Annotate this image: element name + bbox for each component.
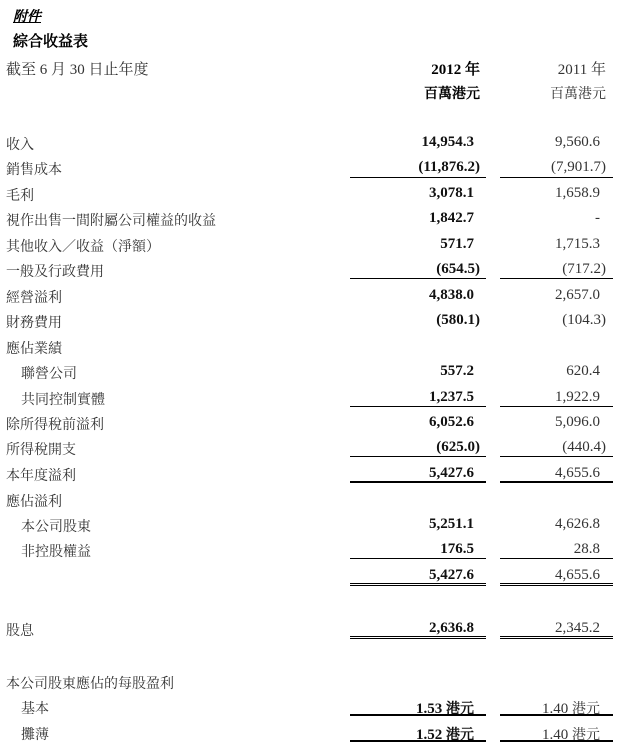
row-label: 本年度溢利 — [6, 468, 76, 484]
table-row-gross-profit — [0, 183, 631, 205]
table-row-finance-costs — [0, 310, 631, 332]
subtotal-rule — [350, 406, 486, 407]
subtotal-rule — [350, 558, 486, 559]
value-2012: (580.1) — [436, 312, 480, 328]
value-2011: 4,655.6 — [555, 465, 600, 481]
table-row-eps-heading — [0, 671, 631, 693]
subtotal-rule — [500, 406, 613, 407]
row-label: 攤薄 — [21, 727, 49, 743]
subtotal-rule — [500, 558, 613, 559]
row-label: 財務費用 — [6, 315, 62, 331]
subtotal-rule — [500, 456, 613, 457]
row-label: 聯營公司 — [21, 366, 77, 382]
value-2012: 5,427.6 — [429, 567, 474, 583]
double-total-rule — [350, 636, 486, 639]
table-row-profit-attributable — [0, 489, 631, 511]
statement-title: 綜合收益表 — [13, 32, 89, 50]
table-row-other-income — [0, 234, 631, 256]
value-2012: 1.53 港元 — [416, 701, 474, 717]
period-label: 截至 6 月 30 日止年度 — [6, 62, 149, 78]
row-label: 收入 — [6, 137, 34, 153]
row-label: 應佔溢利 — [6, 494, 62, 510]
value-2011: (104.3) — [562, 312, 606, 328]
subtotal-rule — [350, 278, 486, 279]
value-2012: 5,251.1 — [429, 516, 474, 532]
value-2012: 14,954.3 — [421, 134, 474, 150]
value-2011: 2,657.0 — [555, 287, 600, 303]
table-row-operating-profit — [0, 285, 631, 307]
value-2012: 1.52 港元 — [416, 727, 474, 743]
value-2012: 571.7 — [440, 236, 474, 252]
column-year-2011: 2011 年 — [557, 62, 606, 78]
value-2011: 2,345.2 — [555, 620, 600, 636]
total-rule — [500, 481, 613, 483]
column-unit-2011: 百萬港元 — [550, 86, 606, 102]
total-rule — [500, 740, 613, 742]
value-2012: 5,427.6 — [429, 465, 474, 481]
row-label: 共同控制實體 — [21, 392, 105, 408]
value-2012: 3,078.1 — [429, 185, 474, 201]
value-2011: 1,658.9 — [555, 185, 600, 201]
row-label: 毛利 — [6, 188, 34, 204]
value-2012: 1,237.5 — [429, 389, 474, 405]
value-2011: (440.4) — [562, 439, 606, 455]
subtotal-rule — [500, 177, 613, 178]
total-rule — [350, 740, 486, 742]
row-label: 本公司股東 — [21, 519, 91, 535]
row-label: 經營溢利 — [6, 290, 62, 306]
value-2011: 1.40 港元 — [542, 701, 600, 717]
value-2011: 1,715.3 — [555, 236, 600, 252]
row-label: 本公司股東應佔的每股盈利 — [6, 676, 174, 692]
value-2012: 557.2 — [440, 363, 474, 379]
row-label: 應佔業績 — [6, 341, 62, 357]
total-rule — [350, 481, 486, 483]
value-2012: 4,838.0 — [429, 287, 474, 303]
value-2011: - — [595, 210, 600, 226]
attachment-label: 附件 — [13, 9, 41, 25]
double-total-rule — [500, 583, 613, 586]
column-year-2012: 2012 年 — [431, 62, 480, 78]
double-total-rule — [500, 636, 613, 639]
total-rule — [350, 714, 486, 716]
row-label: 非控股權益 — [21, 544, 91, 560]
subtotal-rule — [500, 278, 613, 279]
table-row-shareholders — [0, 514, 631, 536]
value-2011: 620.4 — [566, 363, 600, 379]
row-label: 一般及行政費用 — [6, 264, 104, 280]
value-2012: (625.0) — [436, 439, 480, 455]
table-row-associates — [0, 361, 631, 383]
value-2011: 28.8 — [573, 541, 600, 557]
value-2011: 9,560.6 — [555, 134, 600, 150]
row-label: 除所得稅前溢利 — [6, 417, 104, 433]
row-label: 基本 — [21, 701, 49, 717]
value-2012: 176.5 — [440, 541, 474, 557]
value-2012: 6,052.6 — [429, 414, 474, 430]
value-2012: 1,842.7 — [429, 210, 474, 226]
value-2011: 4,655.6 — [555, 567, 600, 583]
value-2012: (11,876.2) — [418, 159, 480, 175]
value-2012: 2,636.8 — [429, 620, 474, 636]
column-unit-2012: 百萬港元 — [424, 86, 480, 102]
table-row-profit-before-tax — [0, 412, 631, 434]
value-2011: 1,922.9 — [555, 389, 600, 405]
value-2011: (717.2) — [562, 261, 606, 277]
row-label: 所得稅開支 — [6, 442, 76, 458]
table-row-share-of-results — [0, 336, 631, 358]
row-label: 銷售成本 — [6, 162, 62, 178]
value-2011: 4,626.8 — [555, 516, 600, 532]
table-row-cost-of-sales — [0, 157, 631, 179]
subtotal-rule — [350, 177, 486, 178]
row-label: 股息 — [6, 623, 34, 639]
value-2011: 1.40 港元 — [542, 727, 600, 743]
value-2011: (7,901.7) — [551, 159, 606, 175]
subtotal-rule — [350, 456, 486, 457]
table-row-revenue — [0, 132, 631, 154]
table-row-deemed-disposal-gain — [0, 208, 631, 230]
value-2012: (654.5) — [436, 261, 480, 277]
value-2011: 5,096.0 — [555, 414, 600, 430]
row-label: 其他收入／收益（淨額） — [6, 239, 160, 255]
row-label: 視作出售一間附屬公司權益的收益 — [6, 213, 216, 229]
double-total-rule — [350, 583, 486, 586]
total-rule — [500, 714, 613, 716]
